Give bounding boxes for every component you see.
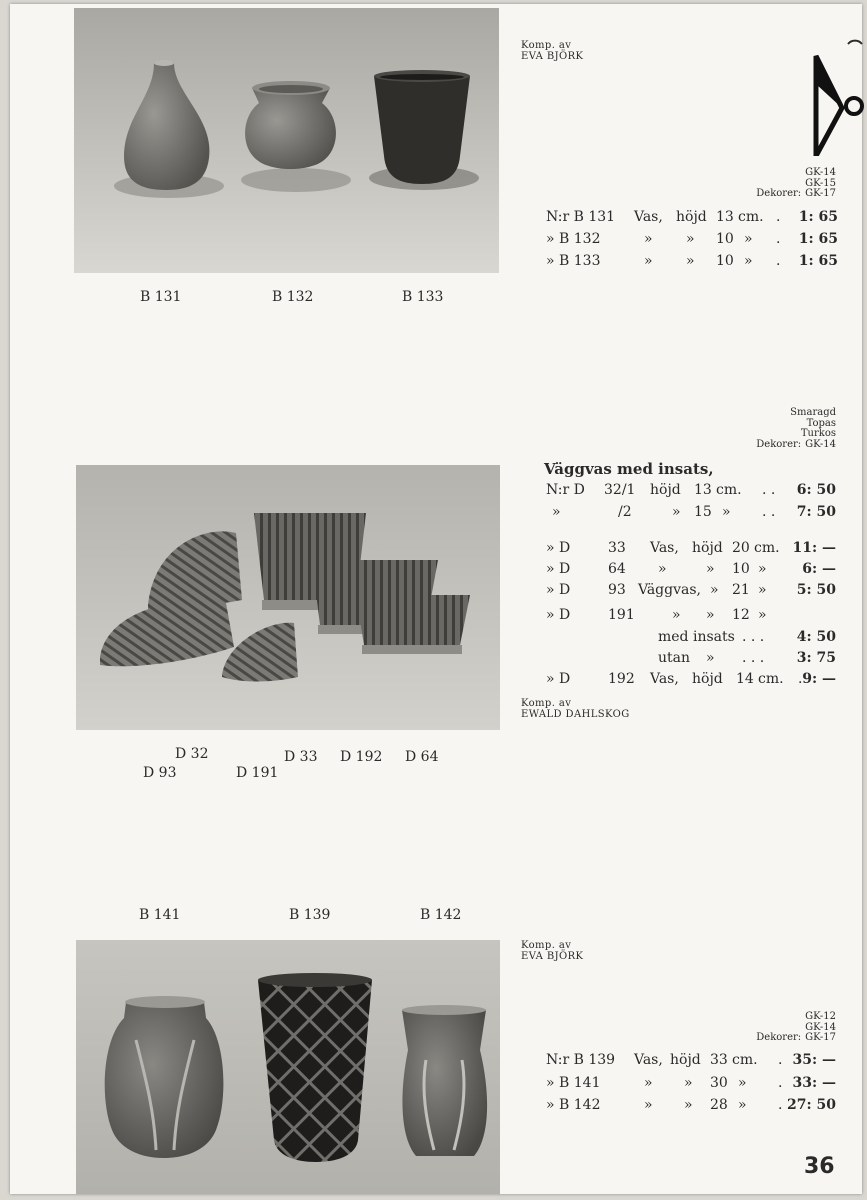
bo-logo <box>810 30 864 160</box>
product-heading: Väggvas med insats, <box>544 460 714 478</box>
designer-credit-3 <box>521 940 583 962</box>
photo-label: D 191 <box>236 765 279 781</box>
photo-vases-b139-b142 <box>76 940 500 1194</box>
komp-label: Komp. av <box>521 940 572 951</box>
catalog-page <box>10 4 862 1194</box>
photo-label: B 132 <box>272 289 314 305</box>
photo-label: B 142 <box>420 907 462 923</box>
list-item: » D 64 » » 10 » 6: — <box>546 561 836 577</box>
designer-name: EVA BJÖRK <box>521 51 584 62</box>
decor-codes-3: GK-12 GK-14 Dekorer: GK-17 <box>756 1011 836 1043</box>
photo-label: D 192 <box>340 749 383 765</box>
list-item: utan » . . . 3: 75 <box>658 650 836 666</box>
komp-label: Komp. av <box>521 698 572 709</box>
list-item: » B 133 » » 10 » . 1: 65 <box>546 253 838 269</box>
decor-codes-1: GK-14 GK-15 Dekorer: GK-17 <box>756 167 836 199</box>
list-item: » D 191 » » 12 » <box>546 607 767 623</box>
photo-label: B 139 <box>289 907 331 923</box>
list-item: » B 141 » » 30 » . 33: — <box>546 1075 836 1091</box>
list-item: » D 93 Väggvas, » 21 » 5: 50 <box>546 582 836 598</box>
designer-credit-1 <box>521 40 583 62</box>
designer-name: EWALD DAHLSKOG <box>521 709 630 720</box>
list-item: med insats . . . 4: 50 <box>658 629 836 645</box>
list-item: N:r D 32/1 höjd 13 cm. . . 6: 50 <box>546 482 836 498</box>
photo-label: B 131 <box>140 289 182 305</box>
list-item: » B 142 » » 28 » . 27: 50 <box>546 1097 836 1113</box>
designer-credit-2 <box>521 698 630 720</box>
vases-illustration <box>74 8 499 273</box>
photo-label: D 33 <box>284 749 318 765</box>
photo-wall-vases-d32-d192 <box>76 465 500 730</box>
photo-label: D 93 <box>143 765 177 781</box>
list-item: N:r B 139 Vas, höjd 33 cm. . 35: — <box>546 1052 836 1068</box>
wall-vases-illustration <box>76 465 500 730</box>
list-item: » /2 » 15 » . . 7: 50 <box>552 504 836 520</box>
photo-label: D 64 <box>405 749 439 765</box>
photo-label: B 133 <box>402 289 444 305</box>
bo-logo-mark <box>810 30 864 156</box>
list-item: N:r B 131 Vas, höjd 13 cm. . 1: 65 <box>546 209 838 225</box>
list-item: » D 192 Vas, höjd 14 cm. . 9: — <box>546 671 836 687</box>
photo-vases-b131-b133 <box>74 8 499 273</box>
vases-illustration-2 <box>76 940 500 1194</box>
page-number: 36 <box>804 1154 835 1179</box>
photo-label: D 32 <box>175 746 209 762</box>
photo-label: B 141 <box>139 907 181 923</box>
list-item: » D 33 Vas, höjd 20 cm. 11: — <box>546 540 836 556</box>
komp-label: Komp. av <box>521 40 572 51</box>
glaze-colors: Smaragd Topas Turkos Dekorer: GK-14 <box>756 407 836 450</box>
list-item: » B 132 » » 10 » . 1: 65 <box>546 231 838 247</box>
designer-name: EVA BJÖRK <box>521 951 584 962</box>
